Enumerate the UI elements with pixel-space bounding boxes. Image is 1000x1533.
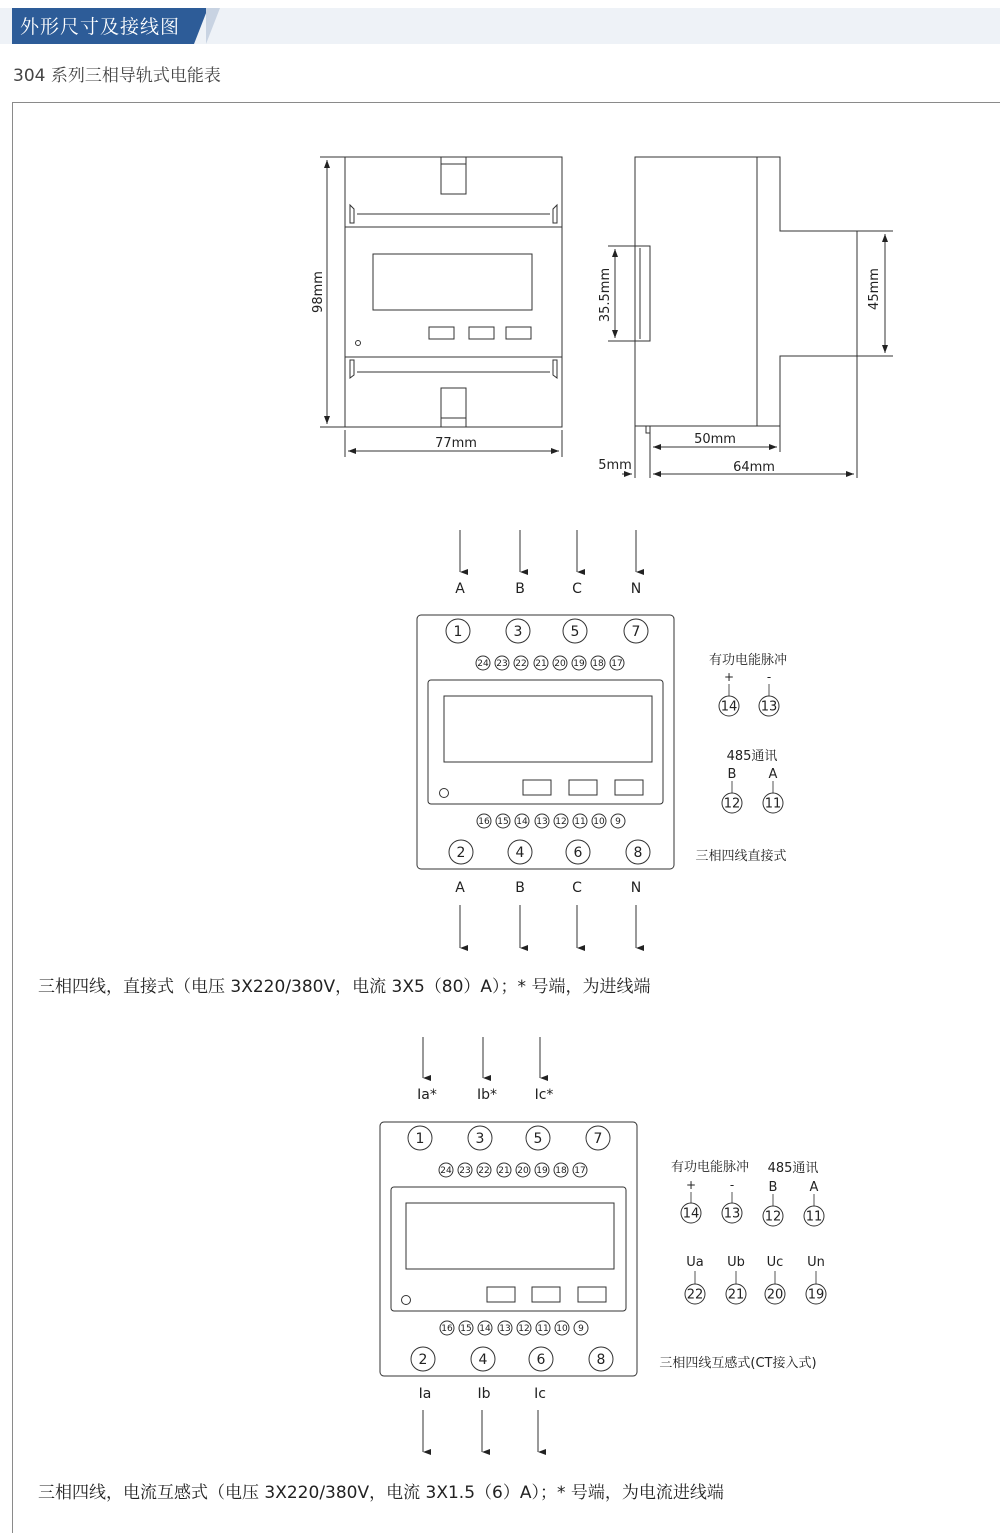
diagram1-pulse-sign: + (723, 670, 735, 684)
diagram1-caption: 三相四线，直接式（电压 3X220/380V，电流 3X5（80）A）；* 号端，为进线端 (38, 977, 651, 997)
diagram1-meter (417, 615, 674, 869)
diagram1-pulse-terminal: 14 (720, 699, 738, 715)
diagram2-lower-aux-terminal: 15 (460, 1324, 472, 1335)
diagram1-bottom-phase-label: B (515, 880, 525, 896)
diagram2-bottom-terminal: 8 (596, 1352, 606, 1369)
diagram1-button-2 (569, 780, 597, 795)
diagram1-pulse-terminal: 13 (760, 699, 778, 715)
diagram1-upper-aux-terminal: 23 (496, 659, 508, 670)
diagram1-comm-terminal: 11 (764, 796, 782, 812)
diagram2-top-terminal: 5 (533, 1131, 543, 1148)
diagram2-top-terminal: 3 (475, 1131, 485, 1148)
front-button-2 (469, 327, 494, 339)
diagram2-button-2 (532, 1287, 560, 1302)
diagram1-lower-aux-terminal: 12 (555, 817, 567, 828)
diagram2-pulse-sign: - (729, 1178, 735, 1192)
diagram1-lower-aux-terminal: 10 (593, 817, 605, 828)
diagram1-led (440, 789, 449, 798)
diagram1-lcd (444, 696, 652, 762)
diagram2-meter-body (380, 1122, 637, 1376)
diagram1-inner-panel (428, 680, 663, 804)
diagram1-dynamic (446, 530, 783, 948)
diagram1-top-terminal: 3 (513, 624, 523, 641)
diagram2-meter (380, 1122, 637, 1376)
diagram2-lower-aux-terminal: 13 (499, 1324, 511, 1335)
diagram2-top-label: Ib* (476, 1087, 498, 1103)
diagram2-comm-terminal: 12 (764, 1209, 782, 1225)
diagram1-bottom-terminal: 2 (456, 845, 466, 862)
diagram2-lower-aux-terminal: 14 (479, 1324, 491, 1335)
diagram2-pulse-terminal: 14 (682, 1206, 700, 1222)
diagram2-bottom-label: Ic (534, 1386, 546, 1402)
diagram1-top-phase-label: C (572, 581, 582, 597)
diagram2-top-terminal: 1 (415, 1131, 425, 1148)
bottom-clip (441, 388, 466, 427)
din-rail-clip (635, 246, 650, 341)
diagram1-comm-letter: B (727, 767, 737, 782)
top-clip (441, 157, 466, 194)
diagram2-comm-label: 485通讯 (767, 1161, 819, 1176)
diagram2-voltage-terminal: 20 (766, 1287, 784, 1303)
diagram2-lower-aux-terminal: 9 (578, 1324, 584, 1335)
diagram1-bottom-terminal: 6 (573, 845, 583, 862)
diagram1-upper-aux-terminal: 22 (515, 659, 527, 670)
diagram2-top-label: Ia* (417, 1087, 437, 1103)
diagram2-voltage-label: Ub (727, 1255, 745, 1270)
diagram2-comm-letter: A (809, 1180, 819, 1195)
front-body-outline (345, 157, 562, 427)
diagram2-upper-aux-terminal: 20 (517, 1166, 529, 1177)
diagram2-lower-aux-terminal: 16 (441, 1324, 453, 1335)
section-title: 外形尺寸及接线图 (20, 16, 181, 38)
diagram2-pulse-sign: + (685, 1178, 697, 1192)
diagram2-upper-aux-terminal: 18 (555, 1166, 567, 1177)
diagram1-lower-aux-terminal: 15 (497, 817, 509, 828)
diagram1-upper-aux-terminal: 19 (573, 659, 585, 670)
product-subtitle: 304 系列三相导轨式电能表 (13, 66, 221, 86)
front-lcd-window (373, 254, 532, 310)
diagram1-upper-aux-terminal: 24 (477, 659, 489, 670)
diagram1-meter-body (417, 615, 674, 869)
diagram1-lower-aux-terminal: 11 (574, 817, 586, 828)
diagram2-voltage-label: Ua (686, 1255, 704, 1270)
diagram2-upper-aux-terminal: 19 (536, 1166, 548, 1177)
diagram2-mode-label: 三相四线互感式(CT接入式) (659, 1356, 817, 1371)
diagram1-button-3 (615, 780, 643, 795)
front-button-3 (506, 327, 531, 339)
diagram1-lower-aux-terminal: 16 (478, 817, 490, 828)
diagram1-comm-label: 485通讯 (726, 749, 778, 764)
diagram2-bottom-label: Ia (418, 1386, 432, 1402)
side-body-outline (635, 157, 857, 426)
height-dimension-label: 98mm (311, 271, 326, 313)
diagram2-upper-aux-terminal: 23 (459, 1166, 471, 1177)
diagram2-upper-aux-terminal: 17 (574, 1166, 586, 1177)
diagram2-dynamic (408, 1037, 826, 1452)
diagram1-pulse-sign: - (766, 670, 772, 684)
diagram1-button-1 (523, 780, 551, 795)
diagram1-bottom-phase-label: A (455, 880, 465, 896)
diagram1-lower-aux-terminal: 9 (615, 817, 621, 828)
side-view (635, 157, 857, 433)
diagram1-upper-aux-terminal: 18 (592, 659, 604, 670)
diagram2-voltage-label: Un (807, 1255, 825, 1270)
diagram1-top-phase-label: B (515, 581, 525, 597)
diagram1-comm-terminal: 12 (723, 796, 741, 812)
diagram2-inner-panel (391, 1187, 626, 1311)
diagram2-led (402, 1296, 411, 1305)
diagram2-button-3 (578, 1287, 606, 1302)
front-led (356, 341, 361, 346)
front-button-1 (429, 327, 454, 339)
din-rail-dimension-label: 35.5mm (598, 267, 613, 323)
diagram1-bottom-terminal: 4 (515, 845, 525, 862)
diagram2-voltage-terminal: 22 (686, 1287, 704, 1303)
diagram2-pulse-label: 有功电能脉冲 (670, 1160, 750, 1175)
diagram1-upper-aux-terminal: 17 (611, 659, 623, 670)
diagram2-lower-aux-terminal: 12 (518, 1324, 530, 1335)
diagram2-lcd (406, 1203, 614, 1269)
diagram2-bottom-terminal: 6 (536, 1352, 546, 1369)
diagram1-top-terminal: 5 (570, 624, 580, 641)
side-dimensions (608, 231, 893, 478)
front-depth-dimension-label: 50mm (694, 432, 736, 447)
diagram2-comm-letter: B (768, 1180, 778, 1195)
diagram1-upper-aux-terminal: 20 (554, 659, 566, 670)
diagram2-voltage-terminal: 21 (727, 1287, 745, 1303)
width-dimension-label: 77mm (435, 436, 477, 451)
diagram2-comm-terminal: 11 (805, 1209, 823, 1225)
diagram2-top-label: Ic* (534, 1087, 554, 1103)
diagram2-button-1 (487, 1287, 515, 1302)
diagram2-upper-aux-terminal: 24 (440, 1166, 452, 1177)
diagram2-caption: 三相四线，电流互感式（电压 3X220/380V，电流 3X1.5（6）A）；* 号端，为电流进线端 (38, 1483, 724, 1503)
diagram1-pulse-label: 有功电能脉冲 (708, 653, 788, 668)
diagram1-bottom-terminal: 8 (633, 845, 643, 862)
diagram1-upper-aux-terminal: 21 (535, 659, 547, 670)
diagram1-lower-aux-terminal: 13 (536, 817, 548, 828)
diagram1-top-phase-label: A (455, 581, 465, 597)
diagram2-pulse-terminal: 13 (723, 1206, 741, 1222)
diagram2-lower-aux-terminal: 11 (537, 1324, 549, 1335)
diagram1-mode-label: 三相四线直接式 (695, 849, 787, 864)
diagram1-bottom-phase-label: C (572, 880, 582, 896)
diagram2-upper-aux-terminal: 21 (498, 1166, 510, 1177)
diagram1-top-phase-label: N (630, 581, 642, 597)
front-view (345, 157, 562, 427)
diagram1-top-terminal: 1 (453, 624, 463, 641)
rail-offset-dimension-label: 5mm (598, 458, 632, 473)
module-height-dimension-label: 45mm (867, 268, 882, 310)
diagram1-comm-letter: A (768, 767, 778, 782)
diagram2-bottom-terminal: 4 (478, 1352, 488, 1369)
diagram1-bottom-phase-label: N (630, 880, 642, 896)
diagram2-voltage-label: Uc (766, 1255, 784, 1270)
diagram1-lower-aux-terminal: 14 (516, 817, 528, 828)
diagram1-top-terminal: 7 (631, 624, 641, 641)
diagram2-bottom-terminal: 2 (418, 1352, 428, 1369)
diagram2-bottom-label: Ib (477, 1386, 491, 1402)
diagram2-lower-aux-terminal: 10 (556, 1324, 568, 1335)
diagram2-upper-aux-terminal: 22 (478, 1166, 490, 1177)
diagram2-voltage-terminal: 19 (807, 1287, 825, 1303)
diagram2-top-terminal: 7 (593, 1131, 603, 1148)
total-depth-dimension-label: 64mm (733, 460, 775, 475)
